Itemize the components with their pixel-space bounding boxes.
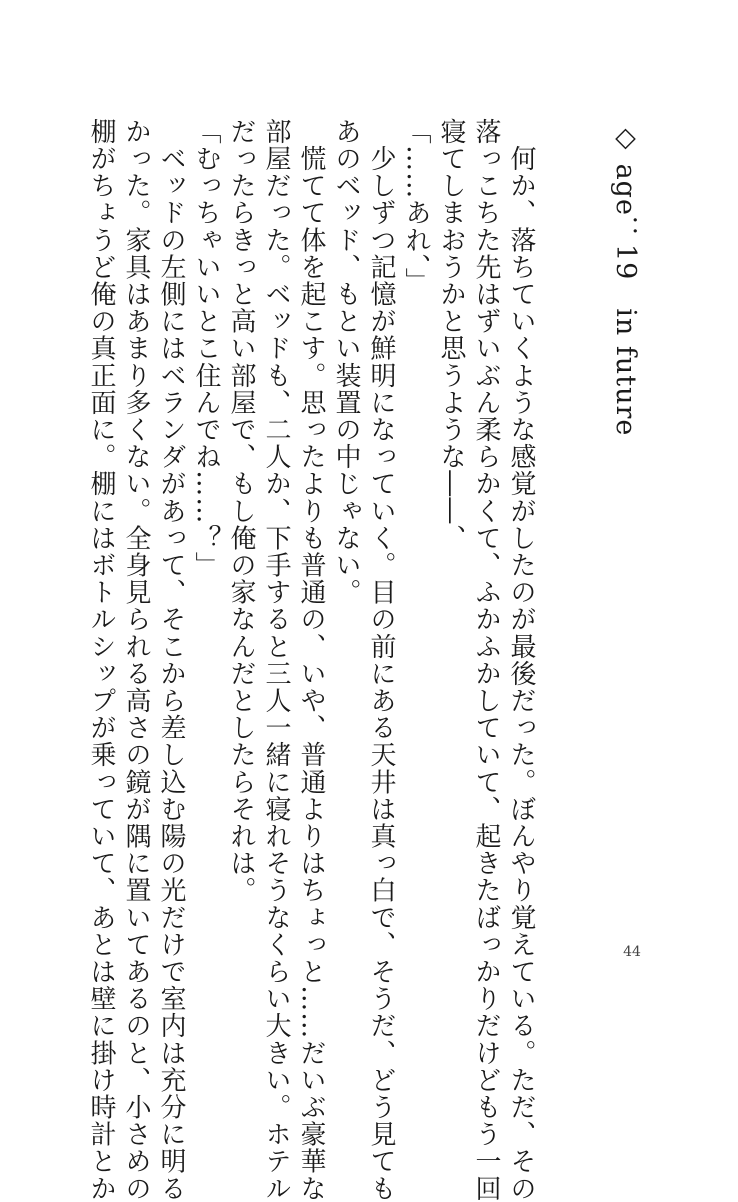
text-line: 何か、落ちていくような感覚がしたのが最後だった。ぼんやり覚えている。ただ、その xyxy=(506,118,536,1202)
text-line: 棚がちょうど俺の真正面に。棚にはボトルシップが乗っていて、あとは壁に掛け時計とか xyxy=(86,118,116,1202)
text-line: 慌てて体を起こす。思ったよりも普通の、いや、普通よりはちょっと……だいぶ豪華な xyxy=(296,118,326,1202)
text-line: 部屋だった。ベッドも、二人か、下手すると三人一緒に寝れそうなくらい大きい。ホテル xyxy=(261,118,291,1202)
text-line: あのベッド、もとい装置の中じゃない。 xyxy=(331,118,361,606)
text-line: 少しずつ記憶が鮮明になっていく。目の前にある天井は真っ白で、そうだ、どう見ても xyxy=(366,118,396,1202)
page-number: 44 xyxy=(623,944,641,960)
text-line: 「むっちゃいいとこ住んでね……？」 xyxy=(191,118,221,579)
text-line: ベッドの左側にはベランダがあって、そこから差し込む陽の光だけで室内は充分に明る xyxy=(156,118,186,1202)
text-line: かった。家具はあまり多くない。全身見られる高さの鏡が隅に置いてあるのと、小さめの xyxy=(121,118,151,1202)
text-line: 寝てしまおうかと思うような――、 xyxy=(436,118,466,552)
text-line: 落っこちた先はずいぶん柔らかくて、ふかふかしていて、起きたばっかりだけどもう一回 xyxy=(471,118,501,1202)
chapter-title: ◇ age：19 in future xyxy=(610,122,641,437)
body-text xyxy=(86,118,538,1202)
text-line: 「……あれ、」 xyxy=(401,118,431,295)
text-line: だったらきっと高い部屋で、もし俺の家なんだとしたらそれは。 xyxy=(226,118,256,904)
